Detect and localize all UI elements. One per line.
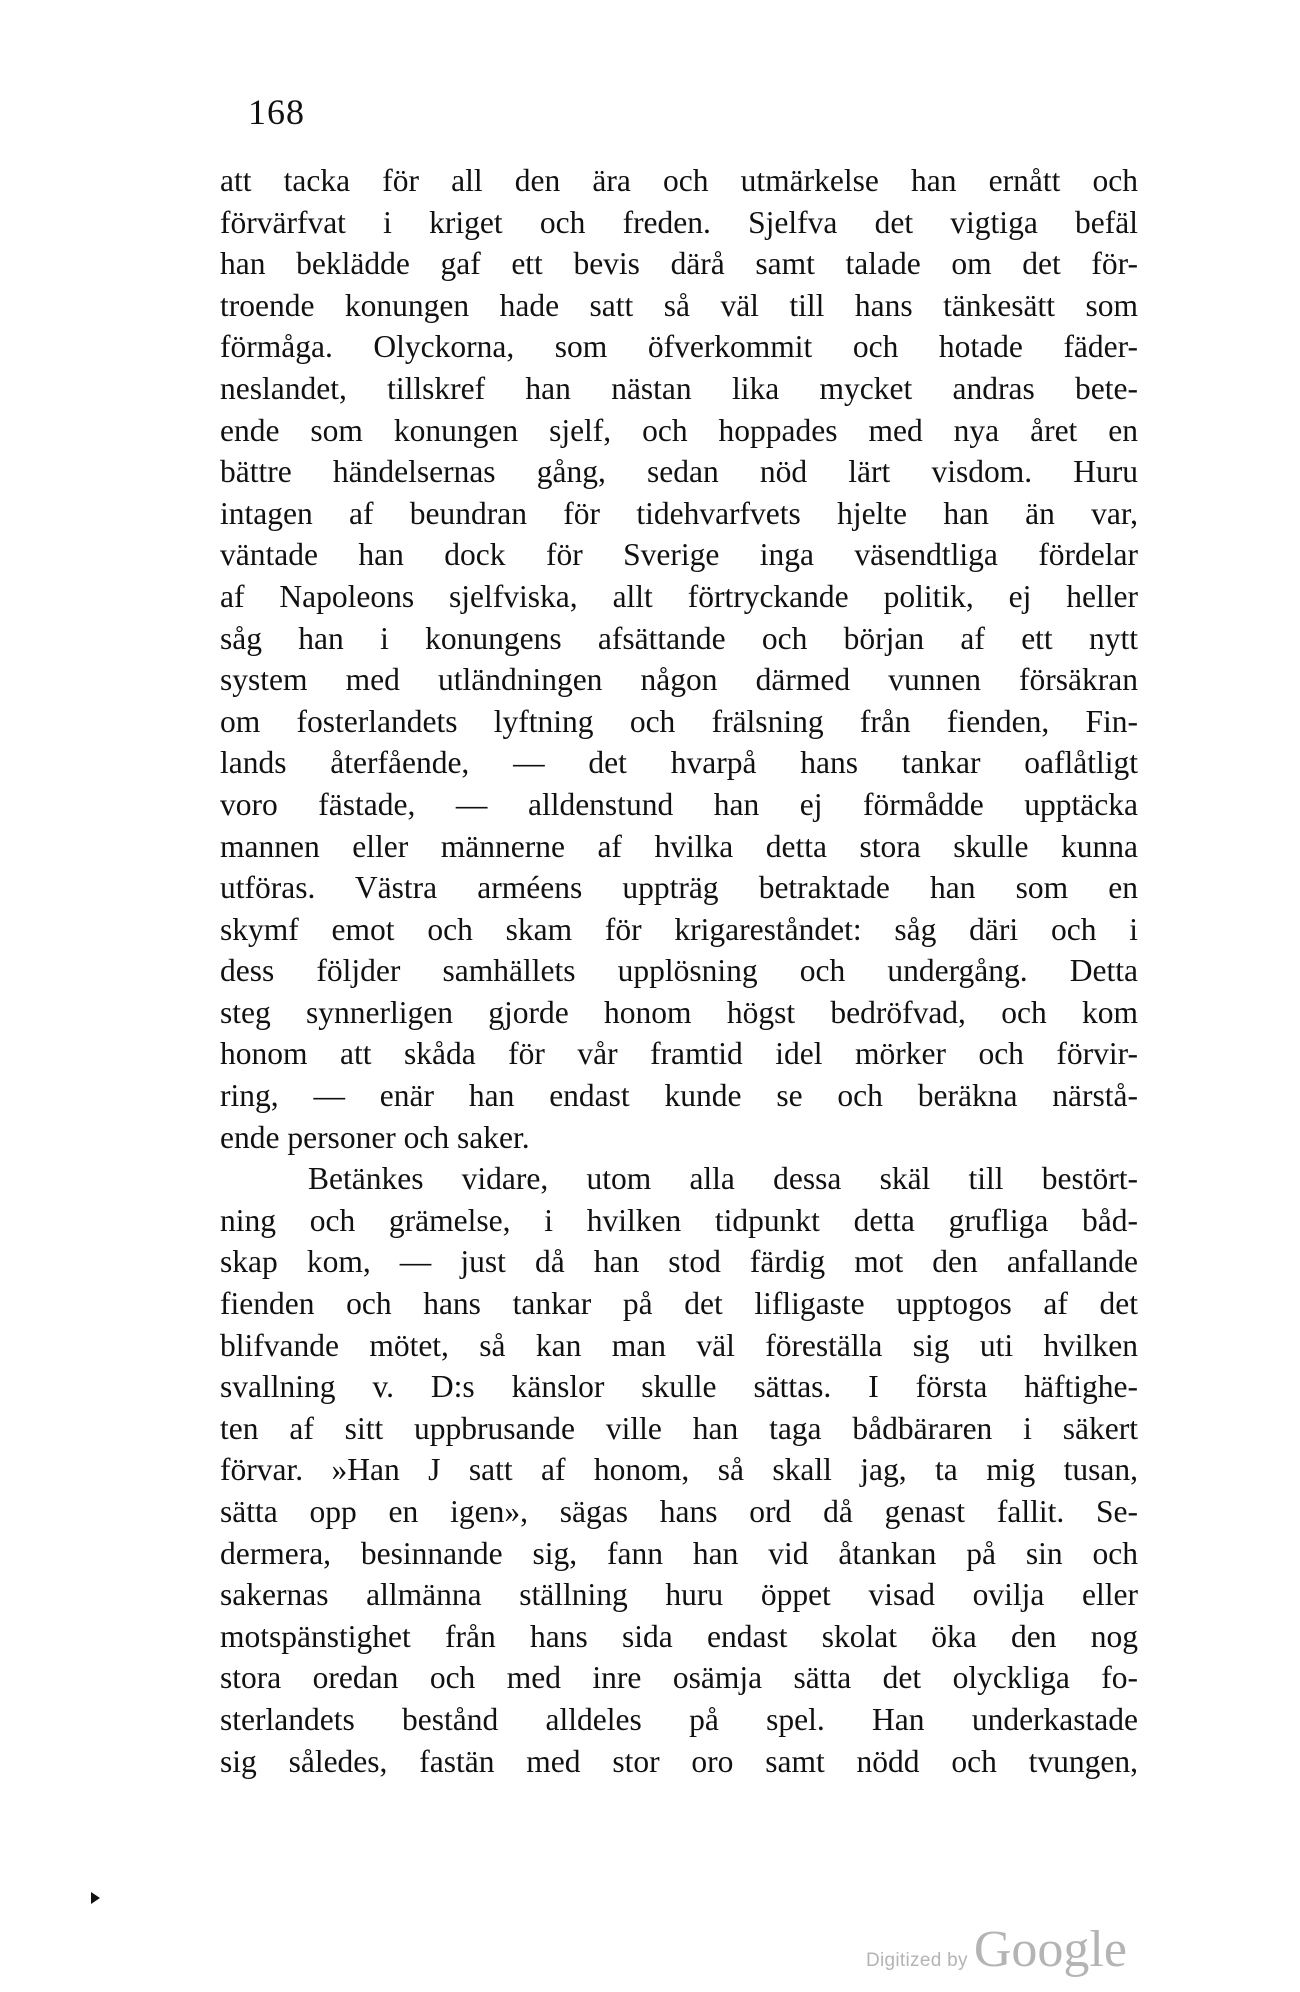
text-line: af Napoleons sjelfviska, allt förtryckande politik, ej heller xyxy=(220,578,1138,614)
text-line: ten af sitt uppbrusande ville han taga bådbäraren i säkert xyxy=(220,1410,1138,1446)
text-line: skap kom, — just då han stod färdig mot den anfallande xyxy=(220,1244,1138,1280)
text-line: sig således, fastän med stor oro samt nödd och tvungen, xyxy=(220,1743,1138,1779)
text-line: väntade han dock för Sverige inga väsendtliga fördelar xyxy=(220,537,1138,573)
text-line: förvärfvat i kriget och freden. Sjelfva det vigtiga befäl xyxy=(220,204,1138,240)
text-line: ende som konungen sjelf, och hoppades med nya året en xyxy=(220,412,1138,448)
text-line: dermera, besinnande sig, fann han vid åtankan på sin och xyxy=(220,1535,1138,1571)
text-line: han beklädde gaf ett bevis därå samt talade om det för- xyxy=(220,246,1138,282)
text-line: voro fästade, — alldenstund han ej förmådde upptäcka xyxy=(220,786,1138,822)
text-line: sakernas allmänna ställning huru öppet visad ovilja eller xyxy=(220,1577,1138,1613)
body-text xyxy=(220,160,1138,1782)
text-line: system med utländningen någon därmed vunnen försäkran xyxy=(220,662,1138,698)
text-line: blifvande mötet, så kan man väl föreställa sig uti hvilken xyxy=(220,1327,1138,1363)
text-line: skymf emot och skam för krigareståndet: såg däri och i xyxy=(220,911,1138,947)
text-line: ning och grämelse, i hvilken tidpunkt detta grufliga båd- xyxy=(220,1202,1138,1238)
text-line-paragraph-end: ende personer och saker. xyxy=(220,1119,530,1155)
digitization-watermark xyxy=(866,1920,1127,1979)
text-line: om fosterlandets lyftning och frälsning från fienden, Fin- xyxy=(220,703,1138,739)
text-line: förmåga. Olyckorna, som öfverkommit och hotade fäder- xyxy=(220,329,1138,365)
text-line: ring, — enär han endast kunde se och beräkna närstå- xyxy=(220,1078,1138,1114)
text-line: dess följder samhällets upplösning och undergång. Detta xyxy=(220,953,1138,989)
text-line: steg synnerligen gjorde honom högst bedröfvad, och kom xyxy=(220,994,1138,1030)
text-line: fienden och hans tankar på det lifligaste upptogos af det xyxy=(220,1286,1138,1322)
text-line: lands återfående, — det hvarpå hans tankar oaflåtligt xyxy=(220,745,1138,781)
text-line: troende konungen hade satt så väl till hans tänkesätt som xyxy=(220,287,1138,323)
text-line: motspänstighet från hans sida endast skolat öka den nog xyxy=(220,1618,1138,1654)
text-line: mannen eller männerne af hvilka detta stora skulle kunna xyxy=(220,828,1138,864)
text-line-paragraph-start: Betänkes vidare, utom alla dessa skäl till bestört- xyxy=(308,1161,1138,1197)
text-line: sterlandets bestånd alldeles på spel. Han underkastade xyxy=(220,1701,1138,1737)
text-line: neslandet, tillskref han nästan lika mycket andras bete- xyxy=(220,370,1138,406)
text-line: svallning v. D:s känslor skulle sättas. I första häftighe- xyxy=(220,1369,1138,1405)
triangle-right-icon xyxy=(91,1892,100,1904)
text-line: såg han i konungens afsättande och början af ett nytt xyxy=(220,620,1138,656)
text-line: förvar. »Han J satt af honom, så skall jag, ta mig tusan, xyxy=(220,1452,1138,1488)
text-line: sätta opp en igen», sägas hans ord då genast fallit. Se- xyxy=(220,1494,1138,1529)
text-line: stora oredan och med inre osämja sätta det olyckliga fo- xyxy=(220,1660,1138,1696)
watermark-brand: Google xyxy=(973,1921,1127,1978)
text-line: att tacka för all den ära och utmärkelse han ernått och xyxy=(220,163,1138,198)
text-line: honom att skåda för vår framtid idel mörker och förvir- xyxy=(220,1036,1138,1072)
text-line: bättre händelsernas gång, sedan nöd lärt visdom. Huru xyxy=(220,454,1138,490)
text-line: utföras. Västra arméens uppträg betraktade han som en xyxy=(220,870,1138,906)
page-number: 168 xyxy=(248,92,305,132)
text-line: intagen af beundran för tidehvarfvets hjelte han än var, xyxy=(220,495,1138,531)
watermark-prefix: Digitized by xyxy=(866,1950,968,1971)
